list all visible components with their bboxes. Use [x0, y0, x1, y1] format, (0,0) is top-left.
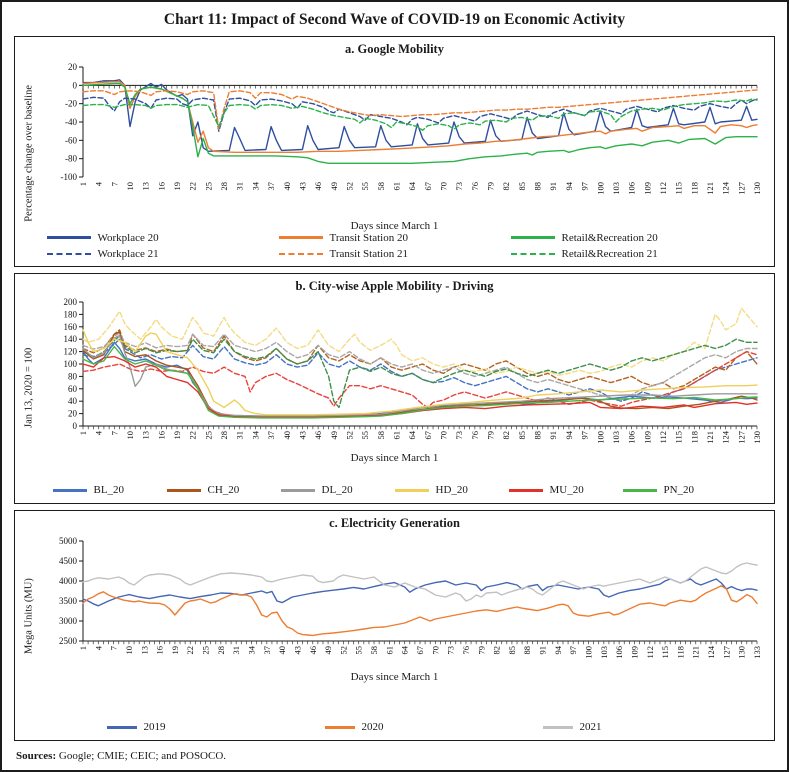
svg-text:94: 94 — [552, 646, 563, 655]
svg-text:19: 19 — [171, 431, 182, 440]
svg-text:70: 70 — [429, 646, 440, 655]
svg-text:20: 20 — [67, 62, 77, 72]
legend-swatch — [511, 236, 555, 239]
legend-item-transit-station-21 — [279, 248, 511, 260]
svg-text:118: 118 — [688, 182, 699, 195]
svg-text:82: 82 — [500, 431, 511, 440]
svg-text:5000: 5000 — [58, 536, 77, 546]
svg-text:91: 91 — [547, 182, 558, 191]
svg-text:61: 61 — [390, 182, 401, 191]
svg-text:55: 55 — [359, 182, 370, 191]
svg-text:16: 16 — [155, 431, 166, 440]
legend-swatch — [53, 489, 87, 492]
svg-text:79: 79 — [475, 646, 486, 655]
svg-text:46: 46 — [312, 182, 323, 191]
panel-c-x-axis-label: Days since March 1 — [350, 671, 439, 683]
svg-text:40: 40 — [67, 396, 77, 407]
panel-apple-mobility — [14, 273, 775, 504]
svg-text:46: 46 — [307, 646, 318, 655]
svg-text:34: 34 — [249, 182, 260, 191]
svg-text:97: 97 — [579, 431, 590, 440]
svg-text:85: 85 — [516, 182, 527, 191]
legend-label: 2019 — [143, 721, 166, 733]
svg-text:34: 34 — [246, 646, 256, 655]
svg-text:76: 76 — [469, 182, 480, 191]
svg-text:76: 76 — [460, 646, 471, 655]
svg-text:49: 49 — [328, 182, 339, 191]
svg-text:13: 13 — [140, 182, 151, 191]
svg-text:0: 0 — [72, 421, 77, 431]
svg-text:-80: -80 — [64, 153, 77, 164]
legend-swatch — [47, 253, 91, 255]
svg-text:4000: 4000 — [58, 576, 77, 586]
svg-text:25: 25 — [202, 431, 213, 440]
svg-text:49: 49 — [328, 431, 339, 440]
legend-swatch — [281, 489, 315, 492]
svg-text:64: 64 — [399, 646, 410, 655]
panel-electricity-generation — [14, 510, 775, 741]
svg-text:76: 76 — [469, 431, 480, 440]
svg-text:0: 0 — [72, 80, 77, 91]
legend-item-bl_20 — [53, 484, 167, 496]
svg-text:133: 133 — [751, 646, 762, 659]
svg-text:58: 58 — [375, 182, 386, 191]
svg-text:140: 140 — [63, 334, 77, 345]
svg-text:37: 37 — [265, 431, 276, 440]
panel-c-title: c. Electricity Generation — [329, 516, 460, 530]
legend-label: Workplace 21 — [97, 247, 159, 260]
panel-b-y-axis-label: Jan 13, 2020 = 100 — [23, 347, 34, 429]
svg-text:7: 7 — [108, 431, 119, 436]
svg-text:52: 52 — [343, 182, 354, 191]
svg-text:67: 67 — [422, 182, 433, 191]
svg-text:97: 97 — [567, 646, 578, 655]
legend-item-ch_20 — [167, 484, 281, 496]
svg-text:70: 70 — [438, 431, 449, 440]
legend-swatch — [543, 726, 573, 729]
svg-text:1: 1 — [77, 182, 88, 187]
legend-label: Retail&Recreation 21 — [561, 247, 658, 260]
svg-text:118: 118 — [688, 431, 699, 444]
legend-label: Transit Station 21 — [329, 247, 408, 260]
svg-text:73: 73 — [445, 646, 456, 655]
legend-swatch — [623, 489, 657, 492]
panel-a-legend — [47, 232, 743, 260]
legend-item-2019 — [107, 721, 247, 733]
svg-text:-100: -100 — [60, 172, 77, 182]
svg-text:61: 61 — [390, 431, 401, 440]
svg-text:94: 94 — [563, 182, 574, 191]
series-line-dl_21 — [83, 333, 757, 400]
svg-text:64: 64 — [406, 431, 417, 440]
legend-item-retail-recreation-20 — [511, 232, 743, 244]
svg-text:100: 100 — [583, 646, 593, 659]
legend-item-2021 — [543, 721, 683, 733]
legend-label: HD_20 — [435, 484, 468, 496]
legend-swatch — [395, 489, 429, 492]
svg-text:58: 58 — [368, 646, 379, 655]
svg-text:109: 109 — [641, 431, 652, 444]
panel-a-title: a. Google Mobility — [345, 42, 444, 56]
svg-text:100: 100 — [594, 431, 605, 444]
svg-text:49: 49 — [322, 646, 333, 655]
legend-label: 2021 — [579, 721, 602, 733]
panel-c-legend — [107, 721, 683, 733]
svg-text:130: 130 — [751, 431, 762, 444]
legend-swatch — [511, 253, 555, 255]
svg-text:124: 124 — [720, 182, 731, 195]
svg-text:-60: -60 — [64, 135, 77, 146]
svg-text:37: 37 — [265, 182, 276, 191]
legend-label: PN_20 — [663, 484, 695, 496]
panel-b-x-axis-label: Days since March 1 — [350, 452, 439, 464]
svg-text:121: 121 — [704, 182, 715, 195]
legend-label: Workplace 20 — [97, 231, 159, 244]
svg-text:60: 60 — [67, 383, 77, 394]
svg-text:28: 28 — [218, 431, 229, 440]
svg-text:37: 37 — [261, 646, 272, 655]
svg-text:52: 52 — [343, 431, 354, 440]
svg-text:115: 115 — [659, 646, 670, 659]
svg-text:31: 31 — [230, 646, 241, 655]
svg-text:13: 13 — [138, 646, 149, 655]
panel-c-y-axis-label: Mega Units (MU) — [23, 578, 34, 654]
svg-text:40: 40 — [281, 182, 292, 191]
legend-item-mu_20 — [509, 484, 623, 496]
svg-text:67: 67 — [414, 646, 425, 655]
svg-text:20: 20 — [67, 408, 77, 419]
panel-google-mobility — [14, 36, 775, 267]
figure-title: Chart 11: Impact of Second Wave of COVID-19 on Economic Activity — [163, 11, 626, 28]
svg-text:16: 16 — [154, 646, 165, 655]
svg-text:-40: -40 — [64, 117, 77, 127]
svg-text:127: 127 — [735, 182, 746, 195]
legend-label: BL_20 — [93, 484, 125, 496]
svg-text:85: 85 — [506, 646, 517, 655]
apple-mobility-chart — [37, 296, 769, 454]
svg-text:88: 88 — [532, 430, 543, 440]
legend-label: Retail&Recreation 20 — [561, 231, 658, 244]
svg-text:115: 115 — [673, 182, 684, 195]
svg-text:22: 22 — [187, 182, 198, 191]
legend-label: 2020 — [361, 721, 384, 733]
svg-text:100: 100 — [63, 359, 77, 369]
svg-text:94: 94 — [563, 431, 574, 440]
svg-text:3000: 3000 — [58, 616, 77, 626]
panel-a-y-axis-label: Percentage change over baseline — [23, 85, 34, 222]
series-line-2021 — [83, 563, 757, 601]
svg-text:22: 22 — [187, 431, 198, 440]
svg-text:103: 103 — [610, 182, 621, 195]
svg-text:118: 118 — [674, 646, 685, 659]
panel-a-x-axis-label: Days since March 1 — [350, 219, 439, 232]
svg-text:82: 82 — [500, 182, 511, 191]
svg-text:73: 73 — [453, 182, 464, 191]
svg-text:10: 10 — [124, 182, 135, 191]
svg-text:82: 82 — [491, 646, 502, 655]
legend-item-retail-recreation-21 — [511, 248, 743, 260]
svg-text:61: 61 — [383, 646, 394, 655]
legend-label: DL_20 — [321, 484, 353, 496]
svg-text:58: 58 — [375, 431, 386, 440]
svg-text:80: 80 — [67, 371, 77, 382]
svg-text:25: 25 — [200, 646, 211, 655]
series-line-2020 — [83, 586, 757, 636]
legend-item-dl_20 — [281, 484, 395, 496]
svg-text:88: 88 — [521, 646, 532, 655]
svg-text:7: 7 — [108, 182, 119, 187]
legend-swatch — [279, 236, 323, 239]
svg-text:19: 19 — [171, 182, 182, 191]
legend-item-2020 — [325, 721, 465, 733]
svg-text:19: 19 — [169, 646, 180, 655]
svg-text:-20: -20 — [64, 98, 77, 109]
svg-text:73: 73 — [453, 431, 464, 440]
svg-text:31: 31 — [234, 431, 245, 440]
svg-text:97: 97 — [579, 182, 590, 191]
svg-text:2500: 2500 — [58, 636, 77, 646]
svg-text:40: 40 — [281, 431, 292, 440]
svg-text:34: 34 — [249, 431, 260, 440]
svg-text:4500: 4500 — [58, 556, 77, 566]
svg-text:103: 103 — [610, 431, 621, 444]
legend-swatch — [107, 726, 137, 729]
legend-swatch — [167, 489, 201, 492]
legend-label: Transit Station 20 — [329, 231, 408, 244]
svg-text:70: 70 — [438, 182, 449, 191]
svg-text:52: 52 — [337, 646, 348, 655]
svg-text:4: 4 — [92, 646, 103, 651]
panel-a-chart-row — [21, 59, 769, 222]
svg-text:121: 121 — [690, 646, 701, 659]
svg-text:55: 55 — [353, 646, 364, 655]
svg-text:79: 79 — [485, 431, 496, 440]
svg-text:79: 79 — [485, 182, 496, 191]
source-note-label: Sources: — [16, 750, 57, 762]
svg-text:124: 124 — [720, 431, 731, 444]
legend-item-workplace-21 — [47, 248, 279, 260]
svg-text:112: 112 — [657, 431, 668, 444]
legend-item-pn_20 — [623, 484, 737, 496]
svg-text:1: 1 — [77, 431, 88, 436]
panel-b-chart-row — [21, 296, 769, 454]
svg-text:124: 124 — [705, 646, 716, 659]
svg-text:112: 112 — [657, 182, 668, 195]
svg-text:200: 200 — [63, 297, 77, 307]
panel-b-title: b. City-wise Apple Mobility - Driving — [295, 279, 494, 293]
svg-text:100: 100 — [594, 182, 605, 195]
svg-text:160: 160 — [63, 321, 77, 332]
panel-c-chart-row — [21, 533, 769, 673]
svg-text:91: 91 — [547, 431, 558, 440]
legend-swatch — [279, 253, 323, 255]
svg-text:112: 112 — [644, 646, 655, 659]
legend-item-workplace-20 — [47, 232, 279, 244]
google-mobility-chart — [37, 59, 769, 209]
legend-swatch — [509, 489, 543, 492]
svg-text:4: 4 — [93, 431, 104, 436]
svg-text:67: 67 — [422, 431, 433, 440]
svg-text:55: 55 — [359, 431, 370, 440]
svg-text:22: 22 — [184, 646, 195, 655]
svg-text:43: 43 — [296, 182, 307, 191]
svg-text:130: 130 — [736, 646, 747, 659]
svg-text:10: 10 — [123, 646, 134, 655]
svg-text:43: 43 — [296, 431, 307, 440]
svg-text:106: 106 — [626, 431, 637, 444]
series-line-ch_20 — [83, 332, 757, 417]
source-note-text: Google; CMIE; CEIC; and POSOCO. — [56, 750, 227, 762]
legend-swatch — [325, 726, 355, 729]
svg-text:88: 88 — [532, 181, 543, 191]
svg-text:16: 16 — [155, 182, 166, 191]
svg-text:121: 121 — [704, 431, 715, 444]
legend-item-transit-station-20 — [279, 232, 511, 244]
source-note — [16, 750, 226, 762]
svg-text:106: 106 — [626, 182, 637, 195]
svg-text:109: 109 — [641, 182, 652, 195]
svg-text:4: 4 — [93, 182, 104, 187]
legend-label: CH_20 — [207, 484, 240, 496]
svg-text:40: 40 — [276, 646, 287, 655]
svg-text:103: 103 — [598, 646, 609, 659]
svg-text:109: 109 — [628, 646, 639, 659]
svg-text:106: 106 — [613, 646, 624, 659]
svg-text:127: 127 — [735, 431, 746, 444]
svg-text:28: 28 — [215, 646, 226, 655]
svg-text:25: 25 — [202, 182, 213, 191]
legend-swatch — [47, 236, 91, 239]
svg-text:127: 127 — [720, 646, 731, 659]
svg-text:180: 180 — [63, 309, 77, 320]
electricity-generation-chart — [37, 533, 769, 673]
svg-text:91: 91 — [537, 646, 548, 655]
panel-b-legend — [53, 484, 737, 496]
svg-text:120: 120 — [63, 346, 77, 357]
svg-text:46: 46 — [312, 431, 323, 440]
svg-text:13: 13 — [140, 431, 151, 440]
svg-text:85: 85 — [516, 431, 527, 440]
series-line-bl_20 — [83, 342, 757, 416]
svg-text:43: 43 — [291, 646, 302, 655]
svg-text:3500: 3500 — [58, 596, 77, 606]
svg-text:28: 28 — [218, 182, 229, 191]
svg-text:1: 1 — [77, 646, 88, 651]
series-line-dl_20 — [83, 336, 757, 417]
svg-text:10: 10 — [124, 431, 135, 440]
svg-text:115: 115 — [673, 431, 684, 444]
svg-text:130: 130 — [751, 182, 762, 195]
legend-item-hd_20 — [395, 484, 509, 496]
legend-label: MU_20 — [549, 484, 584, 496]
svg-text:64: 64 — [406, 182, 417, 191]
svg-text:31: 31 — [234, 182, 245, 191]
svg-text:7: 7 — [108, 646, 119, 651]
